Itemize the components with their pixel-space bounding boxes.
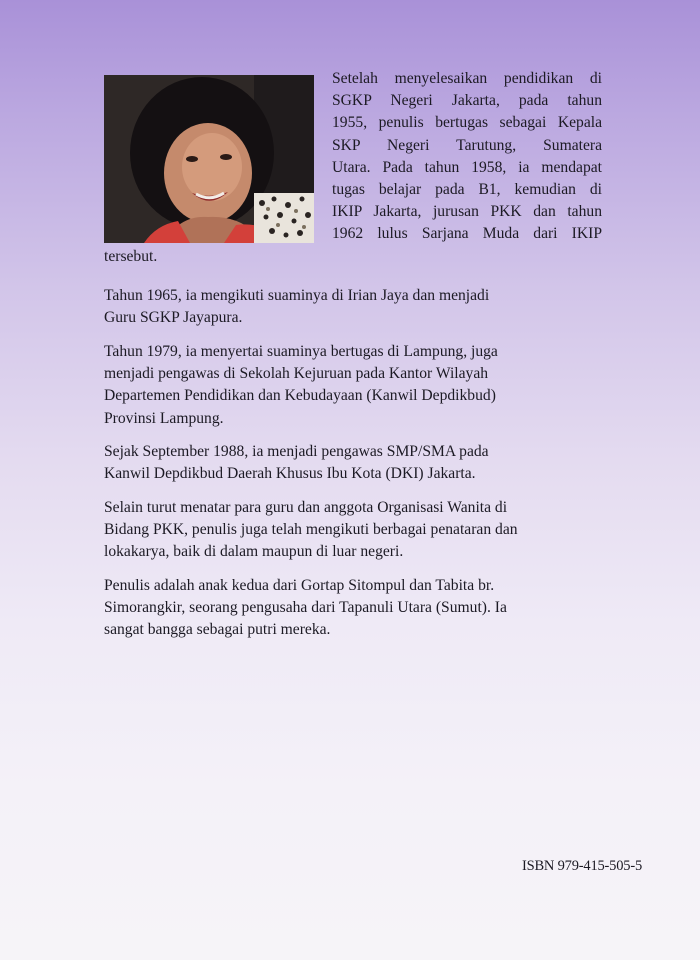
bio-paragraph-lampung xyxy=(104,341,604,430)
bio-line: Simorangkir, seorang pengusaha dari Tapanuli Utara (Sumut). Ia xyxy=(104,599,507,617)
bio-line: Tahun 1979, ia menyertai suaminya bertugas di Lampung, juga xyxy=(104,343,498,360)
bio-line: Departemen Pendidikan dan Kebudayaan (Kanwil Depdikbud) xyxy=(104,387,496,405)
bio-line: Bidang PKK, penulis juga telah mengikuti berbagai penataran dan xyxy=(104,521,518,539)
bio-intro-line: Setelah menyelesaikan pendidikan di xyxy=(332,70,602,87)
bio-line: Guru SGKP Jayapura. xyxy=(104,309,243,327)
bio-line: sangat bangga sebagai putri mereka. xyxy=(104,621,331,639)
bio-intro-paragraph xyxy=(332,68,602,246)
bio-line: Selain turut menatar para guru dan anggota Organisasi Wanita di xyxy=(104,499,508,516)
bio-intro-line: 1962 lulus Sarjana Muda dari IKIP xyxy=(332,225,602,243)
isbn-number: ISBN 979-415-505-5 xyxy=(521,858,642,874)
bio-line: Provinsi Lampung. xyxy=(104,409,224,427)
bio-line: Penulis adalah anak kedua dari Gortap Sitompul dan Tabita br. xyxy=(104,577,495,594)
bio-paragraph-family xyxy=(104,575,604,642)
bio-intro-line: 1955, penulis bertugas sebagai Kepala xyxy=(332,114,602,132)
bio-intro-line: Utara. Pada tahun 1958, ia mendapat xyxy=(332,158,602,176)
bio-intro-line: IKIP Jakarta, jurusan PKK dan tahun xyxy=(332,203,602,221)
bio-paragraph-irian-jaya xyxy=(104,285,604,329)
bio-line: lokakarya, baik di dalam maupun di luar negeri. xyxy=(104,543,404,561)
author-photo xyxy=(104,75,314,243)
bio-intro-line: SGKP Negeri Jakarta, pada tahun xyxy=(332,92,602,110)
bio-paragraph-jakarta xyxy=(104,441,604,485)
bio-intro-line: tugas belajar pada B1, kemudian di xyxy=(332,181,602,199)
bio-intro-line: SKP Negeri Tarutung, Sumatera xyxy=(332,136,602,154)
bio-line: Sejak September 1988, ia menjadi pengawas SMP/SMA pada xyxy=(104,443,489,460)
bio-paragraph-training xyxy=(104,497,604,564)
bio-intro-tail: tersebut. xyxy=(104,248,158,265)
author-portrait-image xyxy=(104,75,314,243)
bio-line: Kanwil Depdikbud Daerah Khusus Ibu Kota (DKI) Jakarta. xyxy=(104,465,476,483)
bio-line: menjadi pengawas di Sekolah Kejuruan pada Kantor Wilayah xyxy=(104,365,489,383)
bio-line: Tahun 1965, ia mengikuti suaminya di Irian Jaya dan menjadi xyxy=(104,287,490,304)
